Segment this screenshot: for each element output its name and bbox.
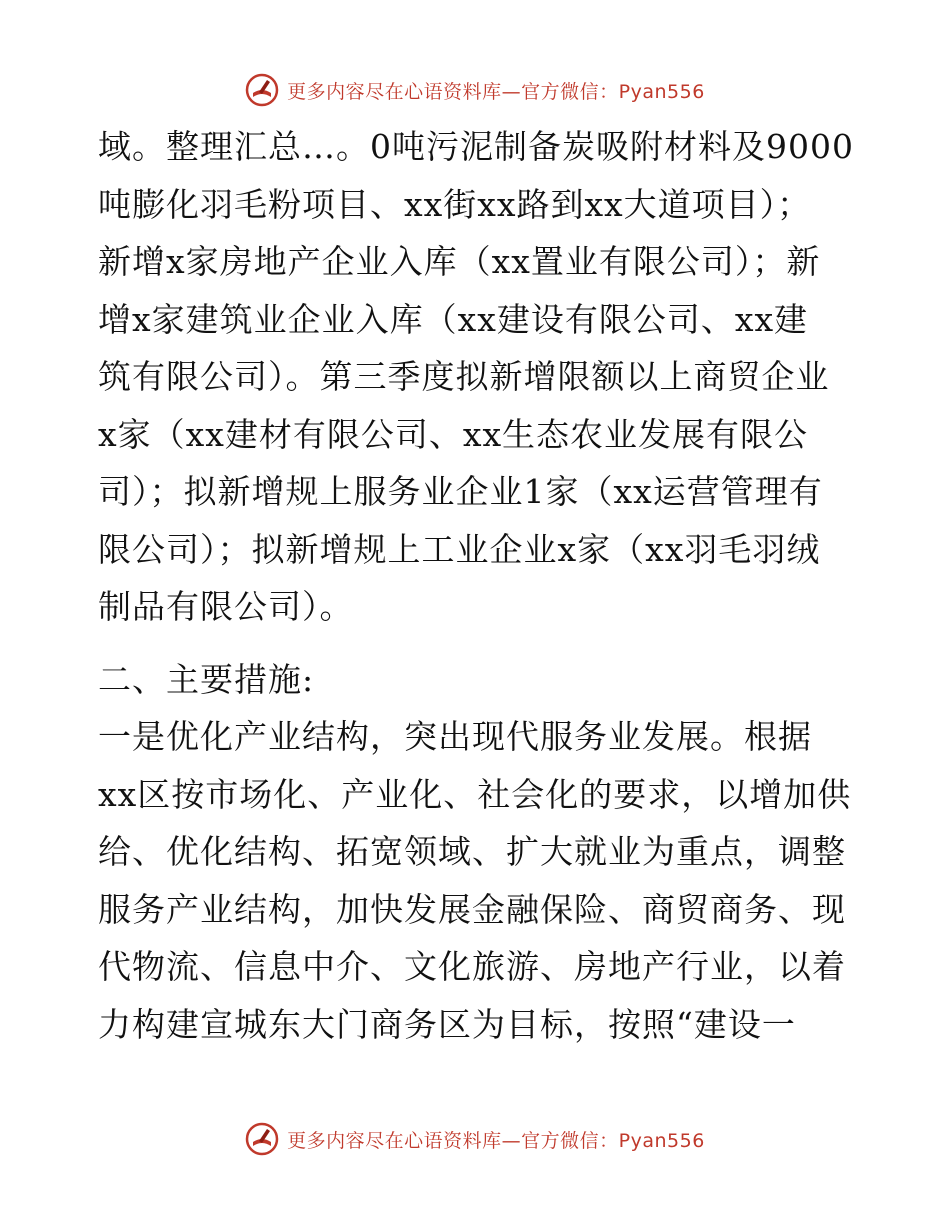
header-banner [0, 70, 950, 110]
text-line: 域。整理汇总…。0吨污泥制备炭吸附材料及9000 [98, 127, 854, 166]
text-line: 司）；拟新增规上服务业企业1家（xx运营管理有 [98, 472, 823, 511]
footer-banner-text: 更多内容尽在心语资料库—官方微信：Pyan556 [287, 1129, 705, 1152]
section-heading: 二、主要措施: [98, 659, 315, 699]
text-line: x家（xx建材有限公司、xx生态农业发展有限公 [98, 414, 809, 454]
text-line: 代物流、信息中介、文化旅游、房地产行业，以着 [98, 947, 846, 986]
paragraph-1 [98, 118, 858, 636]
document-body [98, 118, 858, 1053]
footer-banner [0, 1119, 950, 1159]
text-line: 限公司）；拟新增规上工业企业x家（xx羽毛羽绒 [98, 529, 821, 569]
header-banner-text: 更多内容尽在心语资料库—官方微信：Pyan556 [287, 80, 705, 103]
book-pen-icon [245, 73, 279, 107]
text-line: 力构建宣城东大门商务区为目标，按照“建设一 [98, 1004, 796, 1044]
text-line: xx区按市场化、产业化、社会化的要求，以增加供 [98, 774, 852, 814]
book-pen-icon [245, 1122, 279, 1156]
paragraph-2 [98, 708, 858, 1053]
text-line: 给、优化结构、拓宽领域、扩大就业为重点，调整 [98, 832, 846, 871]
text-line: 服务产业结构，加快发展金融保险、商贸商务、现 [98, 889, 846, 929]
text-line: 制品有限公司）。 [98, 587, 354, 626]
text-line: 筑有限公司）。第三季度拟新增限额以上商贸企业 [98, 357, 830, 396]
text-line: 一是优化产业结构，突出现代服务业发展。根据 [98, 717, 812, 756]
text-line: 新增x家房地产企业入库（xx置业有限公司）；新 [98, 242, 821, 281]
text-line: 吨膨化羽毛粉项目、xx街xx路到xx大道项目）； [98, 184, 812, 224]
text-line: 增x家建筑业企业入库（xx建设有限公司、xx建 [98, 299, 809, 339]
